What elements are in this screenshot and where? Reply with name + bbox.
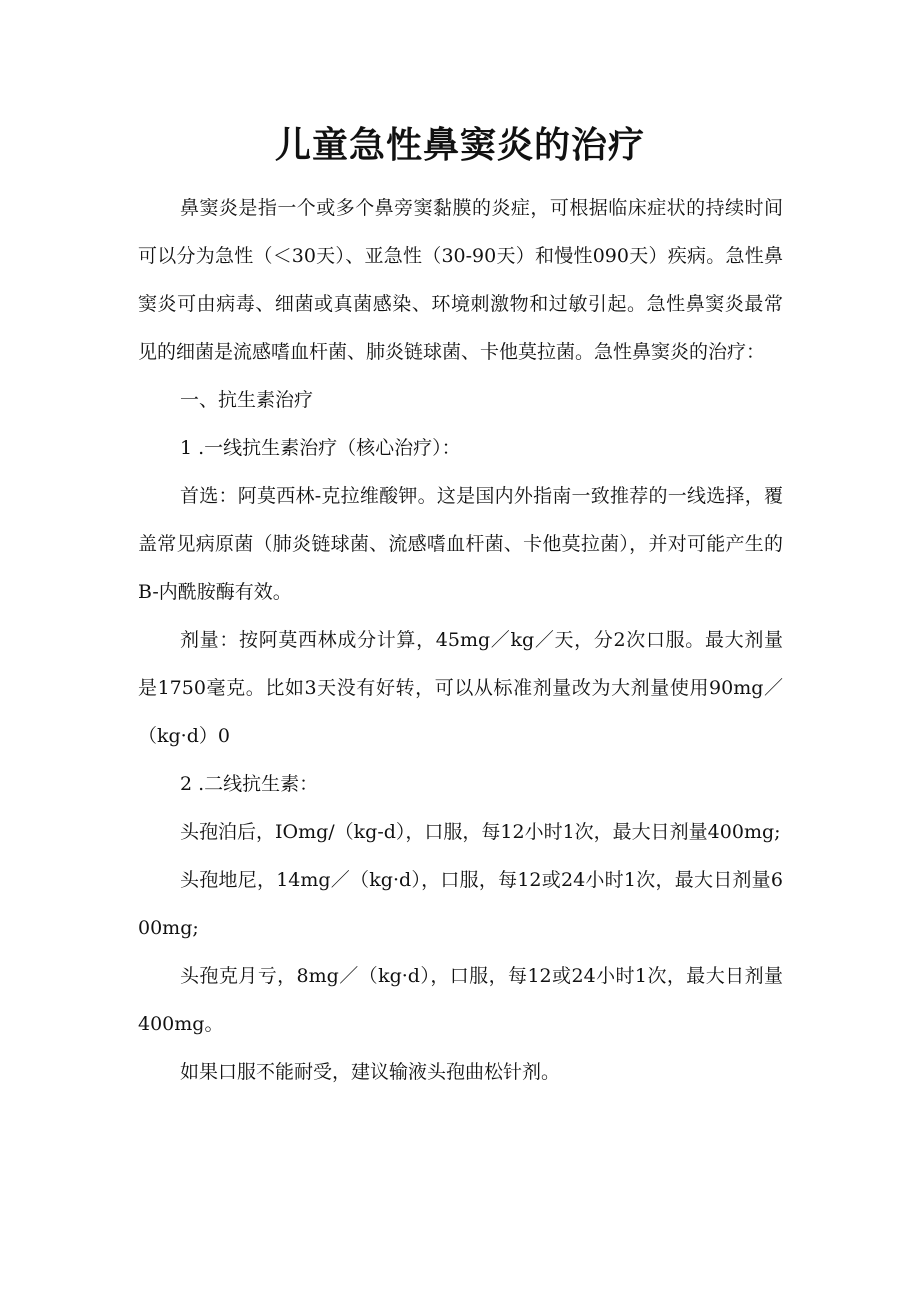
subheading-second-line: 2 .二线抗生素： [180, 773, 319, 795]
document-title: 儿童急性鼻窦炎的治疗 [274, 125, 645, 166]
subheading-first-line: 1 .一线抗生素治疗（核心治疗）： [180, 437, 461, 459]
paragraph-cefixime: 头孢克月亏，8mg／（kg·d），口服，每12或24小时1次，最大日剂量400mg。 [138, 965, 783, 1035]
paragraph-first-choice: 首选：阿莫西林-克拉维酸钾。这是国内外指南一致推荐的一线选择，覆盖常见病原菌（肺炎链球菌、流感嗜血杆菌、卡他莫拉菌），并对可能产生的B-内酰胺酶有效。 [138, 485, 783, 603]
document-body [138, 184, 783, 1096]
section-heading-antibiotics: 一、抗生素治疗 [180, 389, 314, 411]
paragraph-intro: 鼻窦炎是指一个或多个鼻旁窦黏膜的炎症，可根据临床症状的持续时间可以分为急性（＜30天）、亚急性（30-90天）和慢性090天）疾病。急性鼻窦炎可由病毒、细菌或真菌感染、环境刺激物和过敏引起。急性鼻窦炎最常见的细菌是流感嗜血杆菌、肺炎链球菌、卡他莫拉菌。急性鼻窦炎的治疗： [138, 197, 783, 363]
paragraph-cefdinir: 头孢地尼，14mg／（kg·d），口服，每12或24小时1次，最大日剂量600mg; [138, 869, 783, 939]
paragraph-dosage: 剂量：按阿莫西林成分计算，45mg／kg／天，分2次口服。最大剂量是1750毫克。比如3天没有好转，可以从标准剂量改为大剂量使用90mg／（kg·d）0 [138, 629, 783, 747]
paragraph-cefpodoxime: 头孢泊后，IOmg/（kg-d），口服，每12小时1次，最大日剂量400mg; [180, 821, 781, 843]
paragraph-iv-note: 如果口服不能耐受，建议输液头孢曲松针剂。 [180, 1061, 561, 1083]
